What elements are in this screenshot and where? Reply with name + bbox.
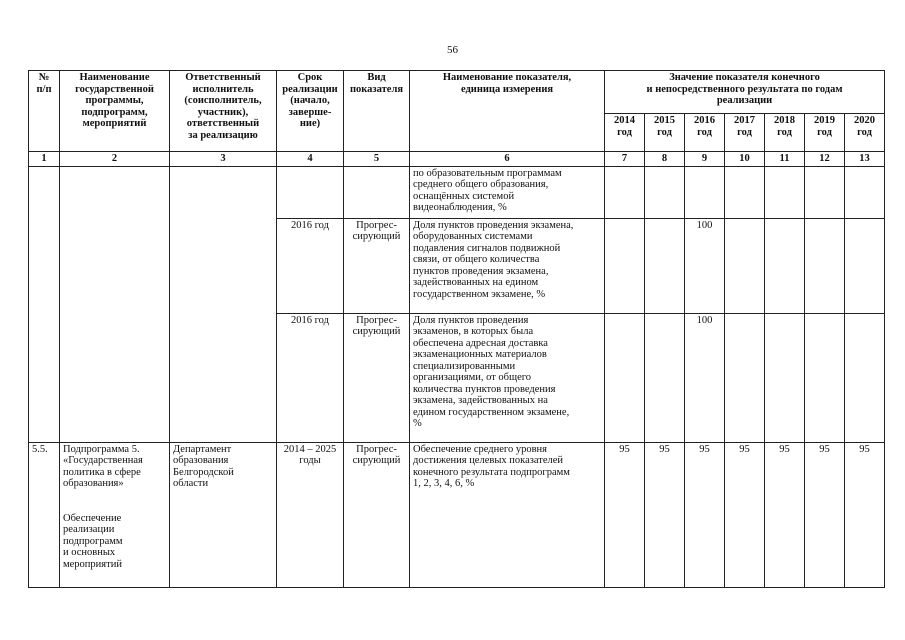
header-values-group: Значение показателя конечного и непосредственного результата по годам реализации xyxy=(605,71,885,114)
cell-executor-empty xyxy=(170,166,277,442)
cell-type-empty xyxy=(344,166,410,218)
column-number: 10 xyxy=(725,152,765,167)
cell-program-empty xyxy=(60,166,170,442)
header-year-2018: 2018 год xyxy=(765,114,805,152)
cell-value-2018: 95 xyxy=(765,442,805,587)
column-number: 12 xyxy=(805,152,845,167)
cell-value xyxy=(805,166,845,218)
cell-value xyxy=(765,166,805,218)
cell-value xyxy=(645,218,685,313)
cell-value xyxy=(765,313,805,442)
cell-value xyxy=(765,218,805,313)
column-number: 4 xyxy=(277,152,344,167)
cell-value xyxy=(645,166,685,218)
cell-value-2020: 95 xyxy=(845,442,885,587)
column-number: 1 xyxy=(29,152,60,167)
header-year-2017: 2017 год xyxy=(725,114,765,152)
column-numbers-row xyxy=(29,152,885,167)
column-number: 5 xyxy=(344,152,410,167)
header-num: № п/п xyxy=(29,71,60,152)
table-header-row xyxy=(29,71,885,114)
cell-indicator: Доля пунктов проведения экзаменов, в которых была обеспечена адресная доставка экзаменационных материалов специализированными организациями, от общего количества пунктов проведения экзамена, задействованных на едином государственном экзамене, % xyxy=(410,313,605,442)
cell-value xyxy=(685,166,725,218)
cell-program: Подпрограмма 5. «Государственная политика в сфере образования» Обеспечение реализации подпрограмм и основных мероприятий xyxy=(60,442,170,587)
cell-indicator: по образовательным программам среднего общего образования, оснащённых системой видеонаблюдения, % xyxy=(410,166,605,218)
header-program-name: Наименование государственной программы, подпрограмм, мероприятий xyxy=(60,71,170,152)
header-executor: Ответственный исполнитель (соисполнитель, участник), ответственный за реализацию xyxy=(170,71,277,152)
header-year-2015: 2015 год xyxy=(645,114,685,152)
target-indicators-table xyxy=(28,70,885,588)
cell-num-empty xyxy=(29,166,60,442)
cell-value xyxy=(845,313,885,442)
cell-value-2016: 95 xyxy=(685,442,725,587)
cell-indicator: Обеспечение среднего уровня достижения целевых показателей конечного результата подпрограмм 1, 2, 3, 4, 6, % xyxy=(410,442,605,587)
cell-value xyxy=(725,218,765,313)
column-number: 9 xyxy=(685,152,725,167)
cell-value-2016: 100 xyxy=(685,313,725,442)
cell-term: 2016 год xyxy=(277,218,344,313)
cell-type: Прогрес- сирующий xyxy=(344,218,410,313)
table-row xyxy=(29,166,885,218)
column-number: 11 xyxy=(765,152,805,167)
cell-value xyxy=(805,313,845,442)
cell-value xyxy=(805,218,845,313)
cell-term-empty xyxy=(277,166,344,218)
column-number: 8 xyxy=(645,152,685,167)
cell-value xyxy=(725,166,765,218)
cell-value-2014: 95 xyxy=(605,442,645,587)
header-term: Срок реализации (начало, заверше- ние) xyxy=(277,71,344,152)
header-year-2016: 2016 год xyxy=(685,114,725,152)
table-row xyxy=(29,442,885,587)
cell-term: 2016 год xyxy=(277,313,344,442)
cell-value-2019: 95 xyxy=(805,442,845,587)
column-number: 13 xyxy=(845,152,885,167)
cell-type: Прогрес- сирующий xyxy=(344,313,410,442)
column-number: 7 xyxy=(605,152,645,167)
cell-indicator: Доля пунктов проведения экзамена, оборудованных системами подавления сигналов подвижной связи, от общего количества пунктов проведения экзамена, задействованных на едином государственном экзамене, % xyxy=(410,218,605,313)
column-number: 3 xyxy=(170,152,277,167)
column-number: 6 xyxy=(410,152,605,167)
header-year-2019: 2019 год xyxy=(805,114,845,152)
column-number: 2 xyxy=(60,152,170,167)
cell-value-2016: 100 xyxy=(685,218,725,313)
cell-value xyxy=(605,313,645,442)
cell-value xyxy=(725,313,765,442)
cell-value-2015: 95 xyxy=(645,442,685,587)
cell-value xyxy=(605,218,645,313)
cell-value xyxy=(605,166,645,218)
header-indicator-name: Наименование показателя, единица измерения xyxy=(410,71,605,152)
header-year-2020: 2020 год xyxy=(845,114,885,152)
cell-value-2017: 95 xyxy=(725,442,765,587)
cell-term: 2014 – 2025 годы xyxy=(277,442,344,587)
header-indicator-type: Вид показателя xyxy=(344,71,410,152)
cell-executor: Департамент образования Белгородской области xyxy=(170,442,277,587)
cell-value xyxy=(645,313,685,442)
cell-value xyxy=(845,166,885,218)
cell-value xyxy=(845,218,885,313)
header-year-2014: 2014 год xyxy=(605,114,645,152)
cell-num: 5.5. xyxy=(29,442,60,587)
page-number: 56 xyxy=(447,44,458,56)
cell-type: Прогрес- сирующий xyxy=(344,442,410,587)
